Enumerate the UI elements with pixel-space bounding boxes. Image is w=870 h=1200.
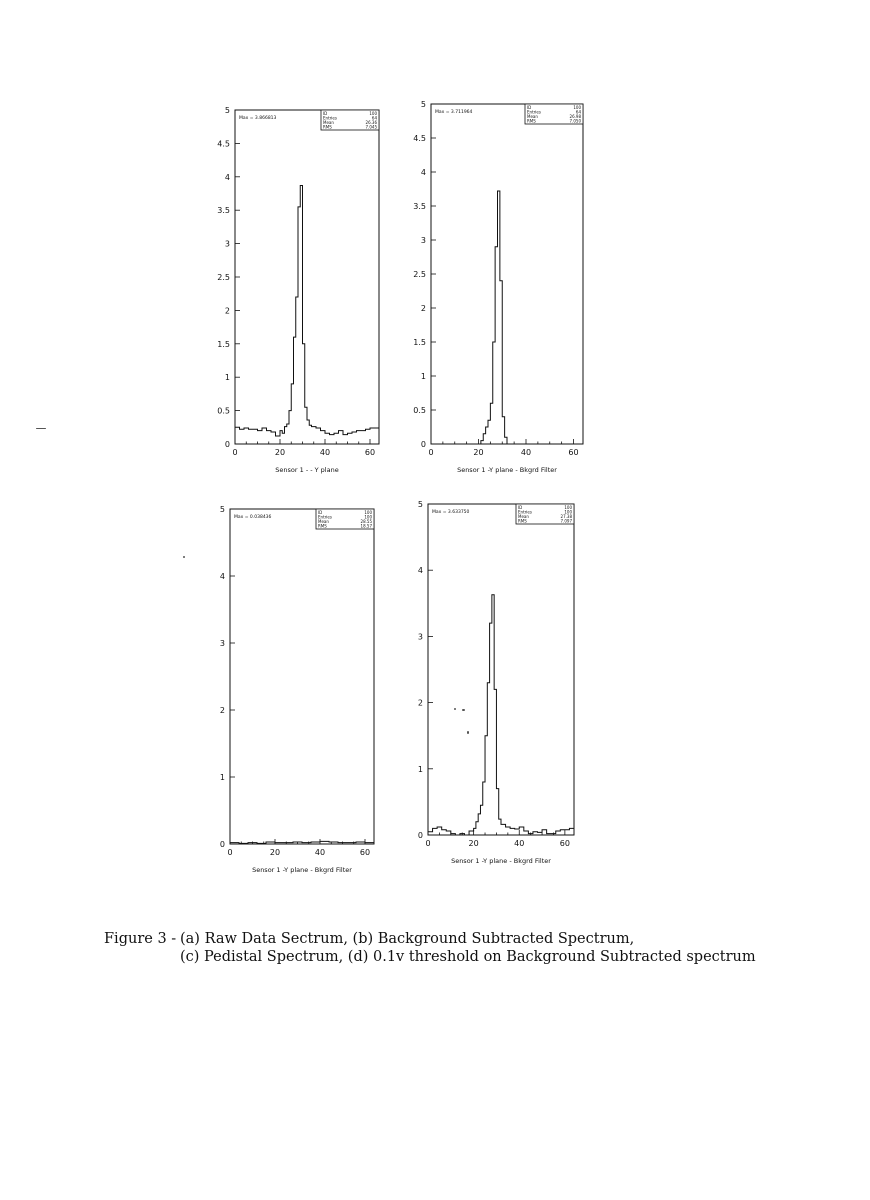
x-tick-label: 60 [568,448,579,457]
y-tick-label: 4 [219,572,225,581]
y-tick-label: 4 [224,172,230,182]
y-tick-label: 3 [420,236,426,245]
scan-speck [454,708,456,710]
y-tick-label: 3 [219,639,225,648]
y-tick-label: 1 [417,764,423,774]
x-axis-title: Sensor 1 -Y plane - Bkgrd Filter [252,866,352,874]
figure-caption [104,930,824,966]
x-tick-label: 60 [359,848,371,857]
y-tick-label: 0.5 [413,406,426,415]
plot-b [405,98,589,478]
plot-svg [405,98,589,478]
histogram-series [235,185,379,436]
stats-value: 26.98 [569,114,581,119]
plot-frame [230,509,374,844]
stats-value: 18.57 [360,523,372,529]
scan-speck [36,428,46,429]
scan-speck [462,709,465,711]
stats-value: 7.097 [560,518,572,524]
x-tick-label: 60 [364,448,376,457]
histogram-series [431,191,583,444]
stats-key: ID [323,110,328,116]
y-tick-label: 2 [224,306,230,316]
stats-value: 7.050 [569,118,581,124]
stats-key: Entries [323,115,337,121]
max-label: Max = 3.633750 [432,510,470,515]
stats-value: 28.55 [360,519,372,524]
y-tick-label: 0 [224,440,230,449]
scan-speck [183,556,185,558]
max-label: Max = 3.866813 [239,116,277,121]
x-tick-label: 40 [514,839,525,848]
x-tick-label: 0 [428,448,434,457]
stats-value: 7.045 [365,124,377,130]
plot-d [402,498,580,869]
x-tick-label: 0 [425,839,431,848]
x-tick-label: 20 [473,448,484,457]
histogram-series [230,841,374,843]
y-tick-label: 2 [417,698,423,708]
y-tick-label: 3.5 [413,202,426,211]
y-tick-label: 5 [420,100,426,109]
y-tick-label: 2 [420,304,426,313]
stats-key: ID [318,509,323,515]
plot-svg [209,104,385,478]
scan-speck [467,731,469,734]
y-tick-label: 2 [219,706,225,715]
plot-frame [428,504,574,835]
stats-value: 100 [564,504,572,510]
y-tick-label: 5 [219,505,225,514]
y-tick-label: 4 [417,566,423,576]
histogram-series [428,595,574,835]
x-tick-label: 0 [227,848,233,857]
y-tick-label: 1.5 [413,338,426,347]
stats-key: ID [527,104,532,110]
y-tick-label: 4 [420,168,426,177]
stats-key: RMS [527,118,536,124]
plot-svg [204,503,380,878]
caption-lead: Figure 3 - [104,931,177,947]
stats-key: Entries [518,509,532,515]
y-tick-label: 0 [420,440,426,449]
stats-key: Mean [323,120,334,125]
stats-key: ID [518,504,523,510]
y-tick-label: 1.5 [217,339,230,349]
stats-key: Mean [318,519,329,524]
stats-value: 100 [564,509,572,515]
plot-a [209,104,385,478]
y-tick-label: 1 [219,773,225,782]
y-tick-label: 0 [219,840,225,849]
plot-frame [431,104,583,444]
stats-key: Mean [527,114,538,119]
y-tick-label: 0.5 [217,406,230,416]
y-tick-label: 3 [417,632,423,642]
max-label: Max = 0.038436 [234,515,272,520]
y-tick-label: 3.5 [217,206,230,216]
x-tick-label: 40 [319,448,331,457]
stats-value: 100 [364,514,372,520]
stats-key: RMS [318,523,327,529]
x-tick-label: 40 [314,848,326,857]
stats-key: RMS [323,124,332,130]
stats-value: 26.36 [365,120,377,125]
y-tick-label: 2.5 [413,270,426,279]
x-axis-title: Sensor 1 -Y plane - Bkgrd Filter [451,857,551,865]
stats-value: 64 [575,109,581,115]
caption-line-2: (c) Pedistal Spectrum, (d) 0.1v threshold on Background Subtracted spectrum [180,949,756,965]
x-tick-label: 0 [232,448,238,457]
x-tick-label: 60 [559,839,570,848]
stats-key: Mean [518,514,529,519]
stats-value: 100 [573,104,581,110]
y-tick-label: 4.5 [413,134,426,143]
x-tick-label: 20 [468,839,479,848]
y-tick-label: 5 [417,500,423,509]
y-tick-label: 5 [224,106,230,115]
stats-value: 27.38 [560,514,572,519]
x-axis-title: Sensor 1 - - Y plane [275,466,339,474]
y-tick-label: 2.5 [217,273,230,282]
caption-line-1: (a) Raw Data Sectrum, (b) Background Subtracted Spectrum, [180,931,635,947]
stats-key: RMS [518,518,527,524]
stats-value: 64 [371,115,377,121]
max-label: Max = 3.711964 [435,110,473,115]
y-tick-label: 3 [224,239,230,249]
plot-frame [235,110,379,444]
stats-value: 100 [364,509,372,515]
x-axis-title: Sensor 1 -Y plane - Bkgrd Filter [457,466,557,474]
y-tick-label: 0 [417,831,423,840]
y-tick-label: 4.5 [217,139,230,149]
y-tick-label: 1 [420,372,426,381]
x-tick-label: 20 [269,848,281,857]
stats-key: Entries [318,514,332,520]
plot-c [204,503,380,878]
y-tick-label: 1 [224,373,230,383]
plot-svg [402,498,580,869]
stats-key: Entries [527,109,541,115]
x-tick-label: 40 [520,448,532,457]
stats-value: 100 [369,110,377,116]
x-tick-label: 20 [274,448,286,457]
